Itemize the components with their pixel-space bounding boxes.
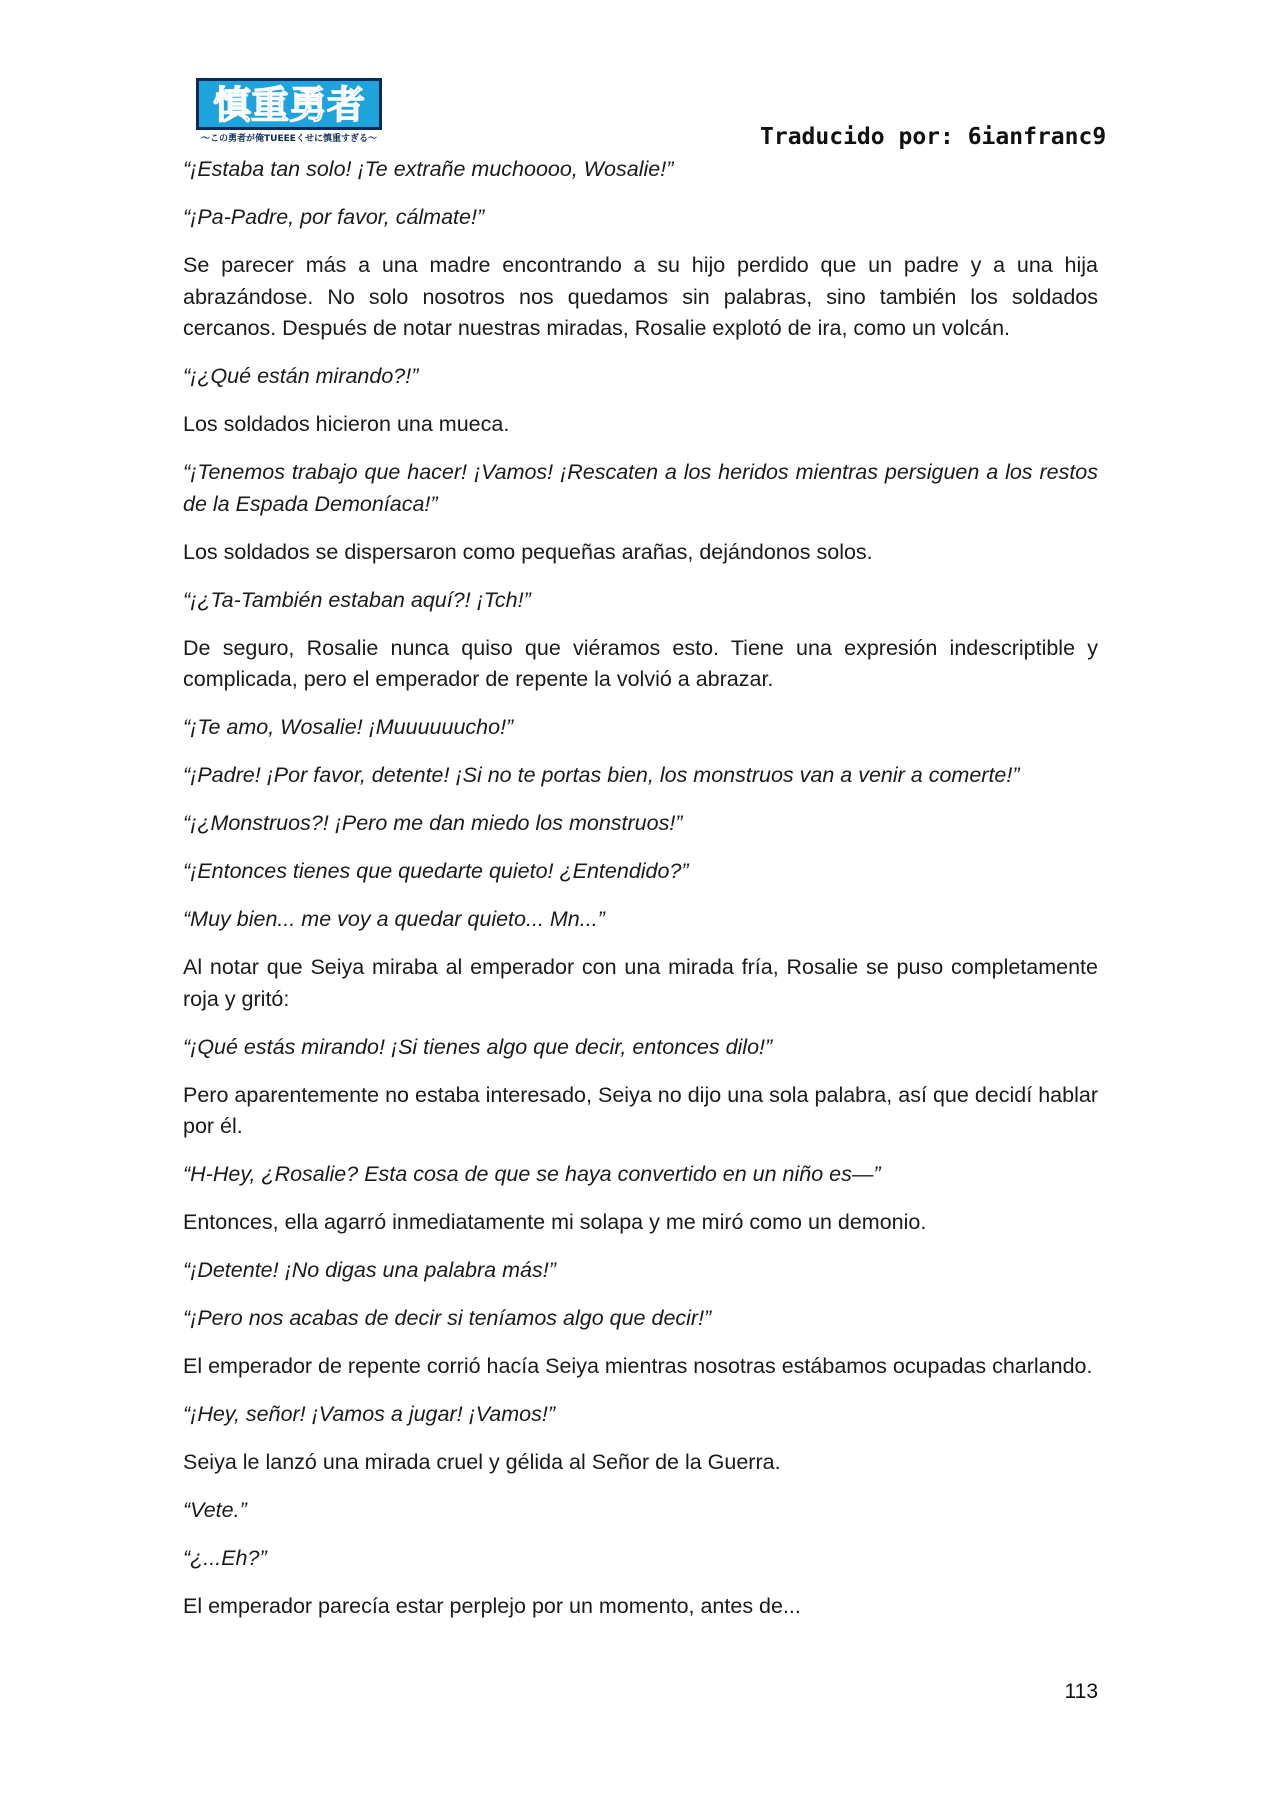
dialogue-paragraph: “¡Estaba tan solo! ¡Te extrañe muchoooo, Wosalie!” [183,157,674,181]
page-number: 113 [1064,1680,1098,1703]
narration-paragraph: De seguro, Rosalie nunca quiso que viéramos esto. Tiene una expresión indescriptible y complicada, pero el emperador de repente la volvió a abrazar. [183,635,1098,691]
narration-paragraph: El emperador parecía estar perplejo por un momento, antes de... [183,1594,801,1618]
logo-title: 慎重勇者 [212,83,366,127]
dialogue-paragraph: “¡¿Monstruos?! ¡Pero me dan miedo los monstruos!” [183,811,683,835]
narration-paragraph: Al notar que Seiya miraba al emperador con una mirada fría, Rosalie se puso completamente roja y gritó: [183,955,1098,1011]
dialogue-paragraph: “¡Detente! ¡No digas una palabra más!” [183,1258,556,1282]
logo-subtitle: 〜この勇者が俺TUEEEくせに慎重すぎる〜 [201,134,377,144]
dialogue-paragraph: “¡Pa-Padre, por favor, cálmate!” [183,205,485,229]
dialogue-paragraph: “Vete.” [183,1498,247,1522]
dialogue-paragraph: “¡Pero nos acabas de decir si teníamos algo que decir!” [183,1306,712,1330]
narration-paragraph: El emperador de repente corrió hacía Seiya mientras nosotras estábamos ocupadas charlando. [183,1354,1093,1378]
dialogue-paragraph: “¡Tenemos trabajo que hacer! ¡Vamos! ¡Rescaten a los heridos mientras persiguen a los restos de la Espada Demoníaca!” [183,460,1098,516]
narration-paragraph: Los soldados hicieron una mueca. [183,412,510,436]
dialogue-paragraph: “¡¿Qué están mirando?!” [183,364,419,388]
narration-paragraph: Pero aparentemente no estaba interesado, Seiya no dijo una sola palabra, así que decidí hablar por él. [183,1082,1098,1138]
dialogue-paragraph: “H-Hey, ¿Rosalie? Esta cosa de que se haya convertido en un niño es—” [183,1162,881,1186]
series-logo-graphic [196,78,382,144]
dialogue-paragraph: “¡¿Ta-También estaban aquí?! ¡Tch!” [183,587,531,612]
narration-paragraph: Se parecer más a una madre encontrando a su hijo perdido que un padre y a una hija abrazándose. No solo nosotros nos quedamos sin palabras, sino también los soldados cercanos. Después de notar nuestras miradas, Rosalie explotó de ira, como un volcán. [183,253,1098,340]
dialogue-paragraph: “¡Te amo, Wosalie! ¡Muuuuuucho!” [183,715,514,739]
dialogue-paragraph: “¡Padre! ¡Por favor, detente! ¡Si no te portas bien, los monstruos van a venir a comerte!” [183,763,1020,787]
dialogue-paragraph: “¡Hey, señor! ¡Vamos a jugar! ¡Vamos!” [183,1402,555,1426]
dialogue-paragraph: “¿...Eh?” [183,1546,267,1570]
dialogue-paragraph: “¡Qué estás mirando! ¡Si tienes algo que decir, entonces dilo!” [183,1034,773,1059]
translator-credit: Traducido por: 6ianfranc9 [760,124,1107,150]
narration-paragraph: Seiya le lanzó una mirada cruel y gélida al Señor de la Guerra. [183,1450,781,1474]
dialogue-paragraph: “¡Entonces tienes que quedarte quieto! ¿Entendido?” [183,859,689,883]
narration-paragraph: Entonces, ella agarró inmediatamente mi solapa y me miró como un demonio. [183,1210,927,1234]
series-logo [196,78,382,144]
body-text [183,154,1098,1639]
narration-paragraph: Los soldados se dispersaron como pequeñas arañas, dejándonos solos. [183,539,873,564]
dialogue-paragraph: “Muy bien... me voy a quedar quieto... Mn...” [183,907,605,931]
